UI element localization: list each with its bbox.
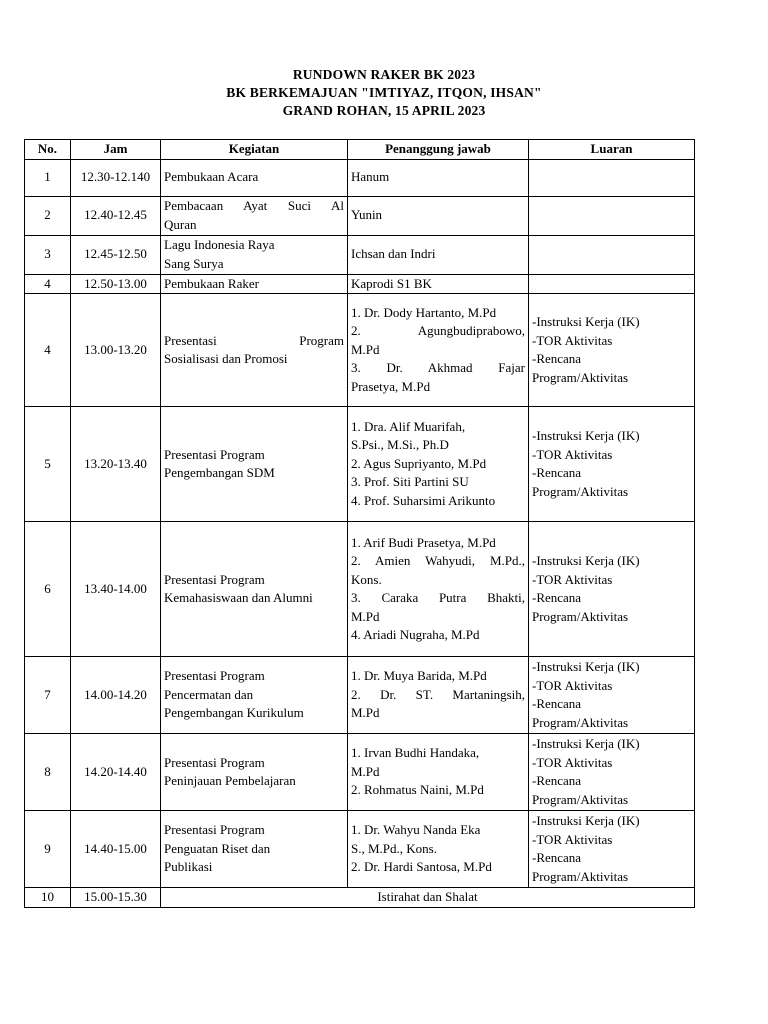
cell-luaran-line: -Rencana [532,696,582,711]
cell-no: 1 [25,159,71,196]
cell-no: 4 [25,274,71,294]
cell-kegiatan-line: Lagu Indonesia Raya [164,237,275,252]
cell-kegiatan-line: Sang Surya [164,255,224,271]
cell-penanggung-jawab-line: M.Pd [351,341,380,357]
cell-luaran-line: Program/Aktivitas [532,483,629,499]
cell-luaran [529,196,695,235]
cell-penanggung-jawab-line: 1. Dra. Alif Muarifah, [351,418,466,434]
cell-luaran-line: -TOR Aktivitas [532,446,613,462]
cell-penanggung-jawab-line: 3. Prof. Siti Partini SU [351,474,469,490]
cell-kegiatan-line: Peninjauan Pembelajaran [164,773,296,788]
cell-kegiatan-line: Pembacaan Ayat Suci Al [164,198,344,213]
table-row [25,811,695,888]
header-kegiatan: Kegiatan [161,140,348,160]
cell-jam: 15.00-15.30 [71,888,161,908]
cell-luaran-line: -TOR Aktivitas [532,571,613,587]
cell-penanggung-jawab-line: Prasetya, M.Pd [351,378,431,394]
cell-luaran [529,235,695,274]
table-row [25,196,695,235]
cell-penanggung-jawab-line: 4. Prof. Suharsimi Arikunto [351,492,496,508]
cell-kegiatan-line: Quran [164,216,197,232]
cell-kegiatan [161,294,348,407]
cell-penanggung-jawab-line: S., M.Pd., Kons. [351,840,437,856]
cell-kegiatan-line: Penguatan Riset dan [164,840,271,856]
cell-kegiatan-line: Pembukaan Acara [164,169,259,185]
cell-jam: 13.00-13.20 [71,294,161,407]
table-row [25,522,695,657]
cell-penanggung-jawab-line: 1. Irvan Budhi Handaka, [351,745,480,761]
table-row [25,407,695,522]
cell-penanggung-jawab [348,657,529,734]
cell-penanggung-jawab [348,734,529,811]
cell-jam: 13.40-14.00 [71,522,161,657]
header-no: No. [25,140,71,160]
cell-penanggung-jawab-line: M.Pd [351,608,380,624]
cell-jam: 12.30-12.140 [71,159,161,196]
cell-kegiatan-line: Pengembangan Kurikulum [164,705,304,721]
cell-kegiatan [161,734,348,811]
cell-luaran-line: -Rencana [532,465,582,480]
cell-penanggung-jawab-line: 2. Agus Supriyanto, M.Pd [351,455,487,471]
table-row [25,734,695,811]
cell-kegiatan-line: Presentasi Program [164,332,344,348]
cell-jam: 14.40-15.00 [71,811,161,888]
cell-kegiatan-line: Presentasi Program [164,668,265,684]
cell-no: 7 [25,657,71,734]
cell-luaran [529,734,695,811]
cell-penanggung-jawab-line: Hanum [351,169,390,185]
cell-jam: 14.20-14.40 [71,734,161,811]
cell-luaran [529,657,695,734]
cell-luaran-line: -Instruksi Kerja (IK) [532,736,640,751]
rundown-table [24,139,695,908]
cell-penanggung-jawab [348,235,529,274]
cell-penanggung-jawab-line: 4. Ariadi Nugraha, M.Pd [351,627,480,642]
cell-no: 10 [25,888,71,908]
cell-penanggung-jawab-line: M.Pd [351,705,380,721]
cell-penanggung-jawab-line: Ichsan dan Indri [351,246,436,262]
cell-luaran-line: -TOR Aktivitas [532,754,613,770]
cell-jam: 13.20-13.40 [71,407,161,522]
cell-merged: Istirahat dan Shalat [161,888,695,908]
cell-penanggung-jawab-line: M.Pd [351,763,380,779]
cell-no: 4 [25,294,71,407]
cell-penanggung-jawab-line: 2. Amien Wahyudi, M.Pd., [351,553,525,568]
cell-penanggung-jawab-line: 2. Rohmatus Naini, M.Pd [351,782,484,798]
header-luaran: Luaran [529,140,695,160]
cell-no: 8 [25,734,71,811]
cell-penanggung-jawab-line: 2. Dr. Hardi Santosa, M.Pd [351,859,492,875]
cell-luaran [529,159,695,196]
cell-penanggung-jawab-line: 2. Dr. ST. Martaningsih, [351,686,525,702]
cell-no: 6 [25,522,71,657]
cell-luaran-line: -Instruksi Kerja (IK) [532,813,640,828]
cell-penanggung-jawab [348,811,529,888]
cell-luaran [529,522,695,657]
cell-penanggung-jawab [348,294,529,407]
cell-penanggung-jawab-line: 1. Arif Budi Prasetya, M.Pd [351,534,496,550]
header-jam: Jam [71,140,161,160]
title-line-2: BK BERKEMAJUAN "IMTIYAZ, ITQON, IHSAN" [226,85,542,100]
cell-kegiatan [161,657,348,734]
cell-luaran-line: Program/Aktivitas [532,791,629,807]
cell-no: 2 [25,196,71,235]
cell-kegiatan [161,274,348,294]
cell-penanggung-jawab-line: Kons. [351,571,382,587]
cell-penanggung-jawab [348,407,529,522]
title-line-1: RUNDOWN RAKER BK 2023 [292,67,476,82]
cell-kegiatan-line: Presentasi Program [164,754,265,770]
cell-luaran-line: Program/Aktivitas [532,868,629,884]
cell-penanggung-jawab-line: Kaprodi S1 BK [351,275,432,291]
cell-kegiatan-line: Presentasi Program [164,571,265,587]
cell-penanggung-jawab-line: 3. Caraka Putra Bhakti, [351,590,525,605]
cell-kegiatan-line: Presentasi Program [164,446,265,462]
cell-luaran-line: -Instruksi Kerja (IK) [532,314,640,329]
cell-luaran-line: Program/Aktivitas [532,369,629,385]
cell-luaran [529,407,695,522]
cell-penanggung-jawab-line: S.Psi., M.Si., Ph.D [351,437,449,453]
cell-penanggung-jawab [348,159,529,196]
cell-jam: 12.45-12.50 [71,235,161,274]
cell-luaran-line: -Rencana [532,850,582,865]
cell-luaran-line: -TOR Aktivitas [532,677,613,693]
cell-luaran [529,294,695,407]
cell-kegiatan [161,196,348,235]
cell-luaran-line: -Rencana [532,590,582,605]
cell-kegiatan [161,522,348,657]
cell-penanggung-jawab [348,274,529,294]
cell-penanggung-jawab-line: 1. Dr. Dody Hartanto, M.Pd [351,304,497,320]
cell-luaran-line: -Rencana [532,351,582,366]
cell-luaran-line: -TOR Aktivitas [532,332,613,348]
cell-kegiatan-line: Pengembangan SDM [164,465,275,480]
title-line-3: GRAND ROHAN, 15 APRIL 2023 [282,103,486,118]
cell-penanggung-jawab-line: Yunin [351,207,383,223]
cell-luaran-line: -Rencana [532,773,582,788]
cell-jam: 14.00-14.20 [71,657,161,734]
cell-penanggung-jawab [348,196,529,235]
cell-luaran-line: -TOR Aktivitas [532,831,613,847]
document-title-block [0,66,768,120]
cell-jam: 12.50-13.00 [71,274,161,294]
cell-luaran-line: Program/Aktivitas [532,608,629,624]
table-row [25,159,695,196]
cell-penanggung-jawab-line: 2. Agungbudiprabowo, [351,323,525,339]
header-penanggung-jawab: Penanggung jawab [348,140,529,160]
cell-no: 5 [25,407,71,522]
table-header-row [25,140,695,160]
table-row [25,235,695,274]
cell-luaran [529,274,695,294]
cell-kegiatan [161,159,348,196]
cell-luaran [529,811,695,888]
cell-kegiatan [161,407,348,522]
cell-jam: 12.40-12.45 [71,196,161,235]
cell-kegiatan [161,235,348,274]
cell-kegiatan-line: Pencermatan dan [164,686,254,702]
cell-no: 9 [25,811,71,888]
cell-kegiatan-line: Kemahasiswaan dan Alumni [164,590,313,605]
cell-luaran-line: -Instruksi Kerja (IK) [532,428,640,443]
cell-penanggung-jawab-line: 1. Dr. Wahyu Nanda Eka [351,822,481,838]
cell-no: 3 [25,235,71,274]
cell-luaran-line: -Instruksi Kerja (IK) [532,553,640,568]
table-row [25,888,695,908]
cell-penanggung-jawab [348,522,529,657]
cell-kegiatan-line: Sosialisasi dan Promosi [164,351,288,366]
cell-penanggung-jawab-line: 3. Dr. Akhmad Fajar [351,360,525,376]
cell-luaran-line: -Instruksi Kerja (IK) [532,659,640,674]
cell-kegiatan [161,811,348,888]
cell-luaran-line: Program/Aktivitas [532,714,629,730]
table-row [25,294,695,407]
table-row [25,657,695,734]
cell-kegiatan-line: Publikasi [164,859,213,875]
cell-penanggung-jawab-line: 1. Dr. Muya Barida, M.Pd [351,668,487,684]
cell-kegiatan-line: Presentasi Program [164,822,265,838]
table-row [25,274,695,294]
cell-kegiatan-line: Pembukaan Raker [164,275,259,291]
